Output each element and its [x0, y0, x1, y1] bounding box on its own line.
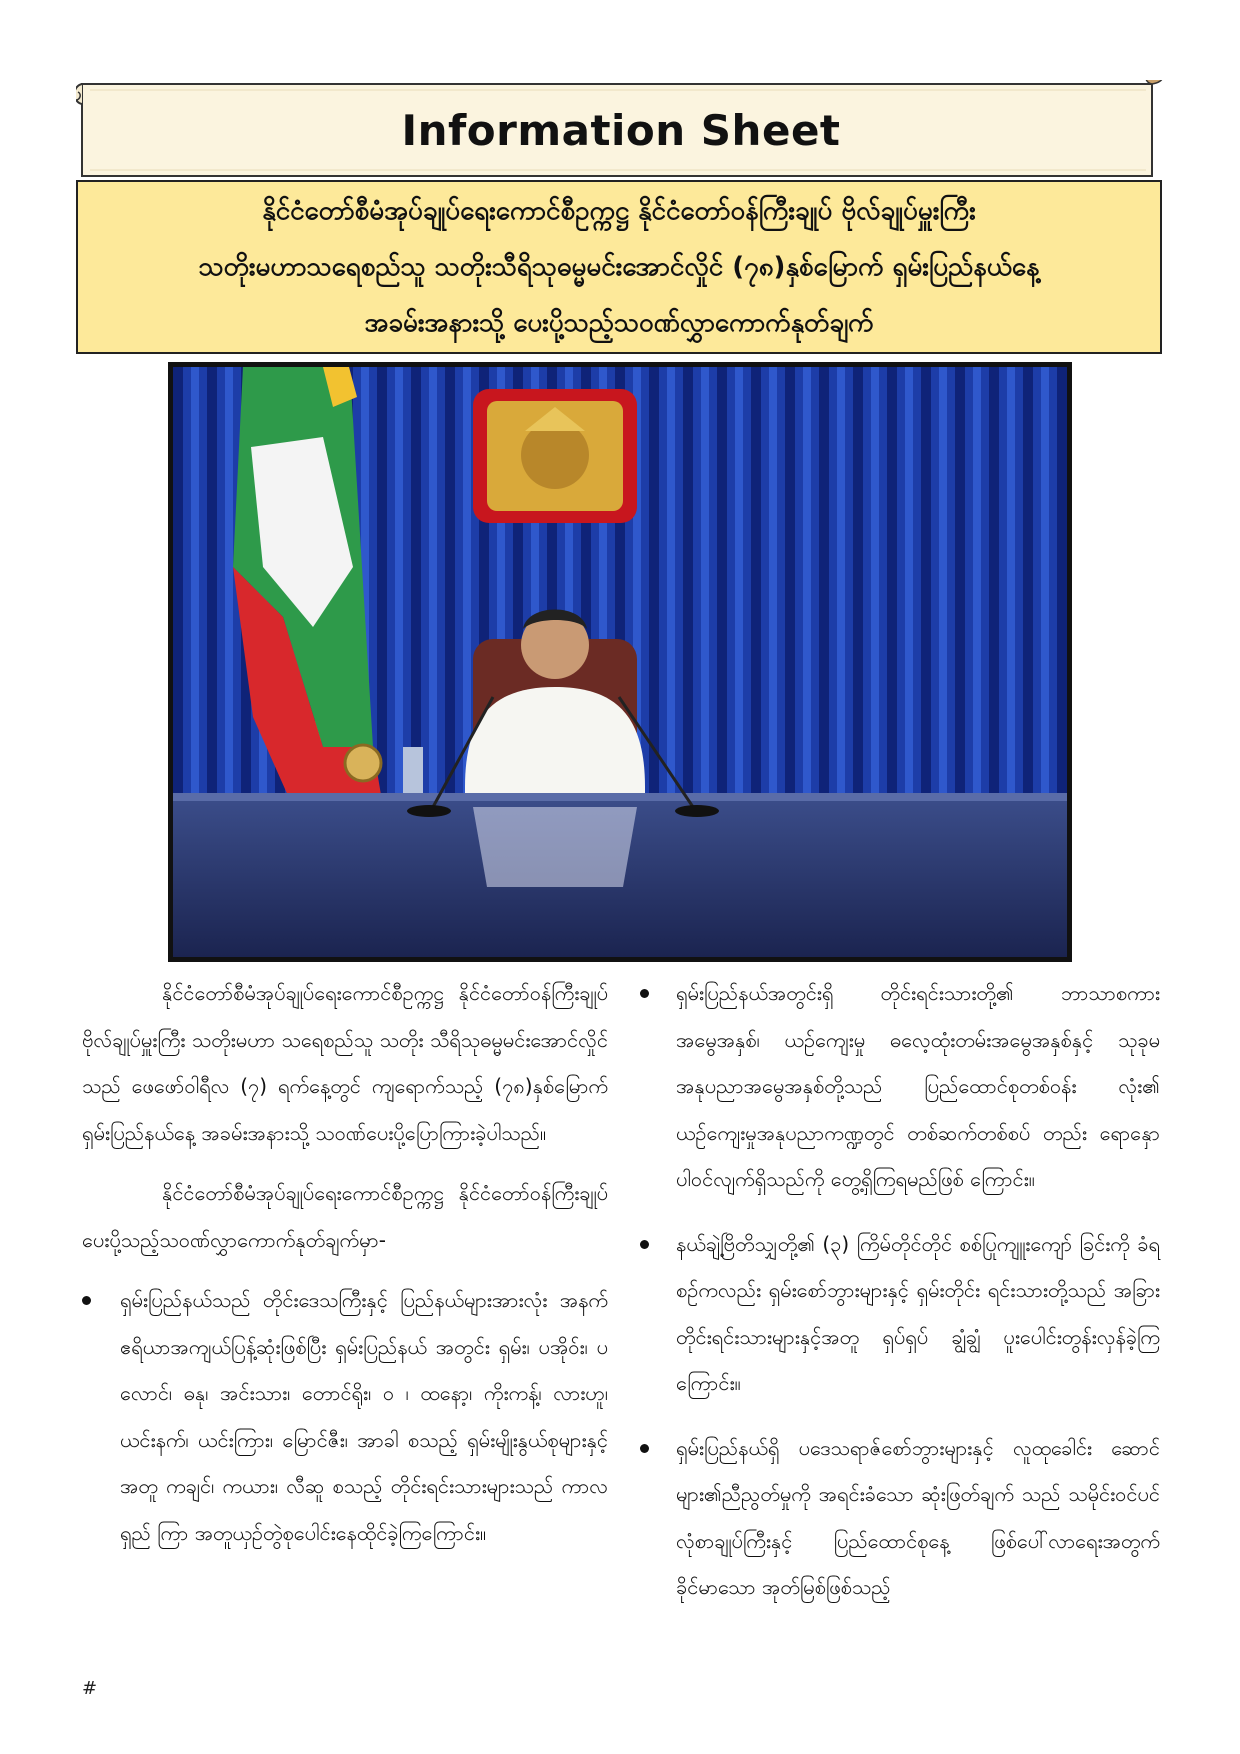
bullet-dot-icon — [640, 989, 649, 998]
bullet-dot-icon — [640, 1444, 649, 1453]
headline-box — [76, 180, 1162, 354]
right-column — [640, 970, 1160, 1629]
bullet-item — [82, 1277, 608, 1556]
bullet-text: နယ်ချဲ့ဗြိတိသျှတို့၏ (၃) ကြိမ်တိုင်တိုင် စစ်ပြုကျူးကျော် ခြင်းကို ခံရစဉ်ကလည်း ရှမ်းစော်ဘွားများနှင့် ရှမ်းတိုင်း ရင်းသားတို့သည် အခြားတိုင်းရင်းသားများနှင့်အတူ ရှပ်ရှပ် ချွံချွံ ပူးပေါင်းတွန်းလှန်ခဲ့ကြကြောင်း။ — [676, 1231, 1160, 1395]
bullet-item — [640, 970, 1160, 1203]
bullet-text: ရှမ်းပြည်နယ်သည် တိုင်းဒေသကြီးနှင့် ပြည်နယ်များအားလုံး အနက် ဧရိယာအကျယ်ပြန့်ဆုံးဖြစ်ပြီး ရှမ်းပြည်နယ် အတွင်း ရှမ်း၊ ပအိုဝ်း၊ ပလောင်၊ ဓနု၊ အင်းသား၊ တောင်ရိုး၊ ဝ ၊ ထနော့၊ ကိုးကန့်၊ လားဟူ၊ ယင်းနက်၊ ယင်းကြား၊ မြောင်ဇီး၊ အာခါ စသည့် ရှမ်းမျိုးနွယ်စုများနှင့်အတူ ကချင်၊ ကယား၊ လီဆူ စသည့် တိုင်းရင်းသားများသည် ကာလရှည် ကြာ အတူယှဉ်တွဲစုပေါင်းနေထိုင်ခဲ့ကြကြောင်း။ — [120, 1288, 608, 1545]
headline-line-1: နိုင်ငံတော်စီမံအုပ်ချုပ်ရေးကောင်စီဥက္ကဋ္ဌ နိုင်ငံတော်ဝန်ကြီးချုပ် ဗိုလ်ချုပ်မှူးကြီး — [262, 196, 976, 226]
scroll-banner — [76, 80, 1166, 180]
bullet-item — [640, 1425, 1160, 1611]
bullet-dot-icon — [640, 1240, 649, 1249]
intro-paragraph: နိုင်ငံတော်စီမံအုပ်ချုပ်ရေးကောင်စီဥက္ကဋ္ဌ နိုင်ငံတော်ဝန်ကြီးချုပ် ဗိုလ်ချုပ်မှူးကြီး သတိုးမဟာ သရေစည်သူ သတိုး သီရိသုဓမ္မမင်းအောင်လှိုင်သည် ဖေဖော်ဝါရီလ (၇) ရက်နေ့တွင် ကျရောက်သည့် (၇၈)နှစ်မြောက် ရှမ်းပြည်နယ်နေ့ အခမ်းအနားသို့ သဝဏ်ပေးပို့ပြောကြားခဲ့ပါသည်။ — [82, 981, 608, 1145]
speech-photo — [168, 362, 1072, 962]
message-intro-paragraph: နိုင်ငံတော်စီမံအုပ်ချုပ်ရေးကောင်စီဥက္ကဋ္ဌ နိုင်ငံတော်ဝန်ကြီးချုပ်ပေးပို့သည့်သဝဏ်လွှာကောက်နုတ်ချက်မှာ- — [82, 1181, 608, 1252]
headline-line-3: အခမ်းအနားသို့ ပေးပို့သည့်သဝဏ်လွှာကောက်နုတ်ချက် — [364, 308, 874, 338]
bullet-dot-icon — [82, 1296, 91, 1305]
left-column — [82, 970, 608, 1574]
bullet-text: ရှမ်းပြည်နယ်ရှိ ပဒေသရာဇ်စော်ဘွားများနှင့် လူထုခေါင်း ဆောင်များ၏ညီညွတ်မှုကို အရင်းခံသော ဆုံးဖြတ်ချက် သည် သမိုင်းဝင်ပင်လုံစာချုပ်ကြီးနှင့် ပြည်ထောင်စုနေ့ ဖြစ်ပေါ်လာရေးအတွက် ခိုင်မာသော အုတ်မြစ်ဖြစ်သည့် — [676, 1435, 1160, 1599]
bullet-item — [640, 1221, 1160, 1407]
bullet-text: ရှမ်းပြည်နယ်အတွင်းရှိ တိုင်းရင်းသားတို့၏ ဘာသာစကား အမွေအနှစ်၊ ယဉ်ကျေးမှု ဓလေ့ထုံးတမ်းအမွေအနှစ်နှင့် သုခုမအနုပညာအမွေအနှစ်တို့သည် ပြည်ထောင်စုတစ်ဝန်း လုံး၏ ယဉ်ကျေးမှုအနုပညာကဏ္ဍတွင် တစ်ဆက်တစ်စပ် တည်း ရောနှောပါဝင်လျက်ရှိသည်ကို တွေ့ရှိကြရမည်ဖြစ် ကြောင်း။ — [676, 981, 1160, 1191]
photo-illustration — [173, 367, 1067, 957]
headline-line-2: သတိုးမဟာသရေစည်သူ သတိုးသီရိသုဓမ္မမင်းအောင်လှိုင် (၇၈)နှစ်မြောက် ရှမ်းပြည်နယ်နေ့ — [198, 252, 1040, 282]
page-title: Information Sheet — [401, 106, 841, 155]
page-number: # — [82, 1678, 98, 1699]
